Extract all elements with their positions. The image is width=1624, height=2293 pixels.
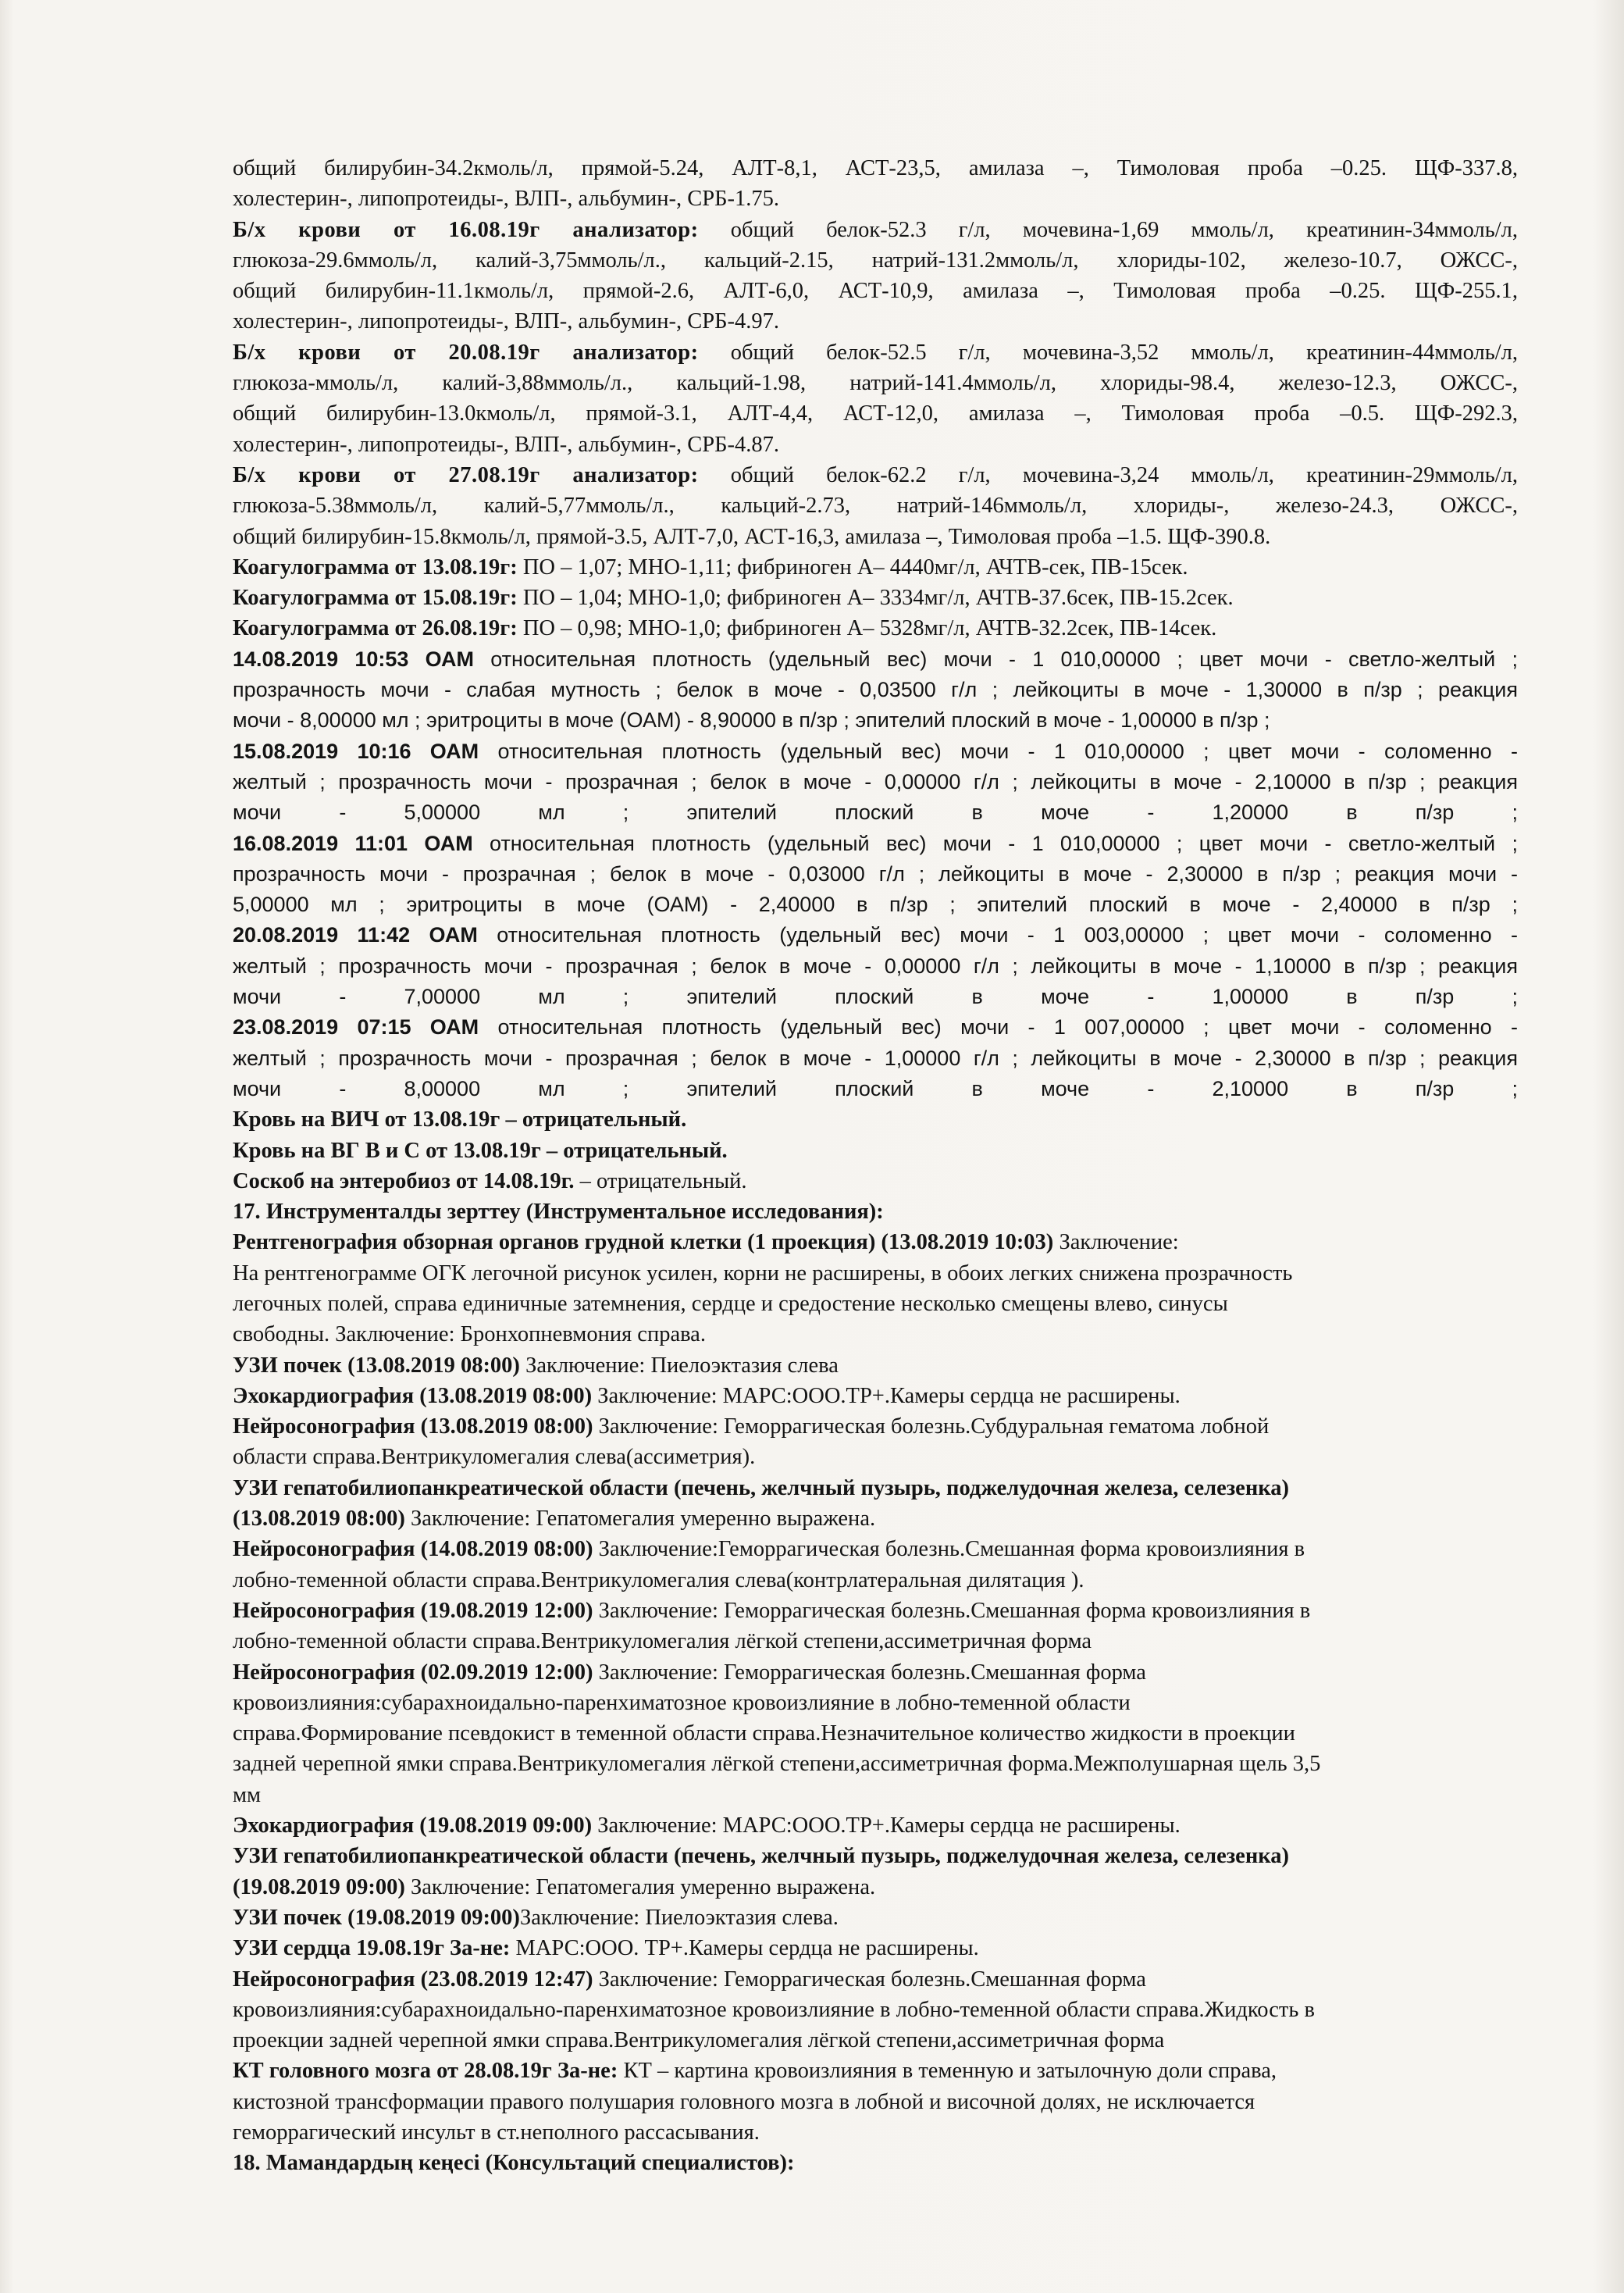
- section-label: Эхокардиография (19.08.2019 09:00): [233, 1813, 593, 1838]
- text-line: общий билирубин-15.8кмоль/л, прямой-3.5, АЛТ-7,0, АСТ-16,3, амилаза –, Тимоловая проба –1.5. ЩФ-390.8.: [233, 524, 1271, 549]
- section-label: Рентгенография обзорная органов грудной клетки (1 проекция) (13.08.2019 10:03): [233, 1230, 1054, 1255]
- text-line: 16.08.2019 11:01 ОАМ относительная плотность (удельный вес) мочи - 1 010,00000 ; цвет мочи - светло-желтый ;: [233, 831, 1518, 855]
- section-label: Нейросонография (14.08.2019 08:00): [233, 1537, 593, 1562]
- text-line: мочи - 5,00000 мл ; эпителий плоский в моче - 1,20000 в п/зр ;: [233, 801, 1518, 825]
- document-body: [233, 153, 1518, 2179]
- section-label: (13.08.2019 08:00): [233, 1507, 405, 1532]
- text-line: (19.08.2019 09:00) Заключение: Гепатомегалия умеренно выражена.: [233, 1874, 876, 1899]
- text-line: задней черепной ямки справа.Вентрикуломегалия лёгкой степени,ассиметричная форма.Межполушарная щель 3,5: [233, 1752, 1321, 1777]
- section-label: Коагулограмма от 15.08.19г:: [233, 586, 518, 611]
- text-line: мочи - 7,00000 мл ; эпителий плоский в моче - 1,00000 в п/зр ;: [233, 985, 1518, 1009]
- section-label: 23.08.2019 07:15 ОАМ: [233, 1015, 479, 1040]
- section-label: Б/х крови от 27.08.19г анализатор:: [233, 462, 699, 487]
- text-line: (13.08.2019 08:00) Заключение: Гепатомегалия умеренно выражена.: [233, 1507, 876, 1532]
- text-line: УЗИ почек (13.08.2019 08:00) Заключение: Пиелоэктазия слева: [233, 1353, 839, 1378]
- text-line: лобно-теменной области справа.Вентрикуломегалия слева(контрлатеральная дилятация ).: [233, 1567, 1084, 1592]
- section-label: Коагулограмма от 26.08.19г:: [233, 616, 518, 641]
- section-label: 20.08.2019 11:42 ОАМ: [233, 923, 478, 947]
- text-line: холестерин-, липопротеиды-, ВЛП-, альбумин-, СРБ-1.75.: [233, 187, 779, 212]
- text-line: общий билирубин-11.1кмоль/л, прямой-2.6, АЛТ-6,0, АСТ-10,9, амилаза –, Тимоловая проба –0.25. ЩФ-255.1,: [233, 279, 1518, 304]
- section-label: Эхокардиография (13.08.2019 08:00): [233, 1383, 593, 1408]
- text-line: Соскоб на энтеробиоз от 14.08.19г. – отрицательный.: [233, 1168, 747, 1193]
- section-label: Б/х крови от 20.08.19г анализатор:: [233, 340, 699, 365]
- text-line: кровоизлияния:субарахноидально-паренхиматозное кровоизлияние в лобно-теменной области справа.Жидкость в: [233, 1997, 1315, 2022]
- section-label: Б/х крови от 16.08.19г анализатор:: [233, 217, 699, 242]
- text-line: проекции задней черепной ямки справа.Вентрикуломегалия лёгкой степени,ассиметричная форма: [233, 2028, 1165, 2053]
- text-line: легочных полей, справа единичные затемнения, сердце и средостение несколько смещены влево, синусы: [233, 1291, 1228, 1316]
- text-line: справа.Формирование псевдокист в теменной области справа.Незначительное количество жидкости в проекции: [233, 1721, 1295, 1746]
- text-line: кистозной трансформации правого полушария головного мозга в лобной и височной долях, не исключается: [233, 2089, 1255, 2114]
- text-line: холестерин-, липопротеиды-, ВЛП-, альбумин-, СРБ-4.97.: [233, 309, 779, 334]
- text-line: КТ головного мозга от 28.08.19г За-не: КТ – картина кровоизлияния в теменную и затылочную доли справа,: [233, 2059, 1277, 2084]
- text-line: УЗИ сердца 19.08.19г За-не: МАРС:ООО. ТР+.Камеры сердца не расширены.: [233, 1936, 979, 1961]
- text-line: лобно-теменной области справа.Вентрикуломегалия лёгкой степени,ассиметричная форма: [233, 1629, 1092, 1654]
- text-line: 14.08.2019 10:53 ОАМ относительная плотность (удельный вес) мочи - 1 010,00000 ; цвет мочи - светло-желтый ;: [233, 647, 1518, 671]
- text-line: мочи - 8,00000 мл ; эпителий плоский в моче - 2,10000 в п/зр ;: [233, 1076, 1518, 1100]
- text-line: УЗИ почек (19.08.2019 09:00)Заключение: Пиелоэктазия слева.: [233, 1905, 839, 1930]
- text-line: прозрачность мочи - прозрачная ; белок в моче - 0,03000 г/л ; лейкоциты в моче - 2,30000 в п/зр ; реакция мочи -: [233, 861, 1518, 886]
- text-line: УЗИ гепатобилиопанкреатической области (печень, желчный пузырь, поджелудочная железа, селезенка): [233, 1475, 1289, 1500]
- section-label: Нейросонография (19.08.2019 12:00): [233, 1598, 593, 1623]
- text-line: Эхокардиография (19.08.2019 09:00) Заключение: МАРС:ООО.ТР+.Камеры сердца не расширены.: [233, 1813, 1181, 1838]
- text-line: глюкоза-ммоль/л, калий-3,88ммоль/л., кальций-1.98, натрий-141.4ммоль/л, хлориды-98.4, железо-12.3, ОЖСС-,: [233, 371, 1518, 396]
- text-line: геморрагический инсульт в ст.неполного рассасывания.: [233, 2120, 760, 2145]
- text-line: глюкоза-5.38ммоль/л, калий-5,77ммоль/л., кальций-2.73, натрий-146ммоль/л, хлориды-, железо-24.3, ОЖСС-,: [233, 494, 1518, 519]
- section-label: 15.08.2019 10:16 ОАМ: [233, 739, 479, 763]
- text-line: Нейросонография (19.08.2019 12:00) Заключение: Геморрагическая болезнь.Смешанная форма кровоизлияния в: [233, 1598, 1311, 1623]
- section-label: УЗИ почек (13.08.2019 08:00): [233, 1353, 520, 1378]
- text-line: мочи - 8,00000 мл ; эритроциты в моче (ОАМ) - 8,90000 в п/зр ; эпителий плоский в моче - 1,00000 в п/зр ;: [233, 708, 1270, 733]
- text-line: Кровь на ВГ В и С от 13.08.19г – отрицательный.: [233, 1138, 728, 1163]
- section-label: (19.08.2019 09:00): [233, 1874, 405, 1899]
- text-line: Нейросонография (13.08.2019 08:00) Заключение: Геморрагическая болезнь.Субдуральная гематома лобной: [233, 1414, 1270, 1439]
- text-line: Эхокардиография (13.08.2019 08:00) Заключение: МАРС:ООО.ТР+.Камеры сердца не расширены.: [233, 1383, 1181, 1408]
- text-line: Рентгенография обзорная органов грудной клетки (1 проекция) (13.08.2019 10:03) Заключение:: [233, 1230, 1179, 1255]
- section-label: УЗИ сердца 19.08.19г За-не:: [233, 1936, 511, 1961]
- text-line: Б/х крови от 16.08.19г анализатор: общий белок-52.3 г/л, мочевина-1,69 ммоль/л, креатинин-34ммоль/л,: [233, 217, 1518, 242]
- section-label: 16.08.2019 11:01 ОАМ: [233, 831, 473, 855]
- text-line: общий билирубин-13.0кмоль/л, прямой-3.1, АЛТ-4,4, АСТ-12,0, амилаза –, Тимоловая проба –0.5. ЩФ-292.3,: [233, 401, 1518, 426]
- section-heading: 17. Инструменталды зерттеу (Инструментальное исследования):: [233, 1200, 884, 1225]
- text-line: общий билирубин-34.2кмоль/л, прямой-5.24, АЛТ-8,1, АСТ-23,5, амилаза –, Тимоловая проба –0.25. ЩФ-337.8,: [233, 156, 1518, 180]
- section-label: КТ головного мозга от 28.08.19г За-не:: [233, 2059, 618, 2084]
- section-label: Соскоб на энтеробиоз от 14.08.19г.: [233, 1168, 575, 1193]
- section-heading: 18. Мамандардың кеңесі (Консультаций специалистов):: [233, 2151, 795, 2176]
- text-line: прозрачность мочи - слабая мутность ; белок в моче - 0,03500 г/л ; лейкоциты в моче - 1,30000 в п/зр ; реакция: [233, 678, 1518, 702]
- section-label: Нейросонография (13.08.2019 08:00): [233, 1414, 593, 1439]
- text-line: УЗИ гепатобилиопанкреатической области (печень, желчный пузырь, поджелудочная железа, селезенка): [233, 1844, 1289, 1869]
- text-line: Коагулограмма от 13.08.19г: ПО – 1,07; МНО-1,11; фибриноген А– 4440мг/л, АЧТВ-сек, ПВ-15сек.: [233, 555, 1188, 579]
- text-line: Коагулограмма от 15.08.19г: ПО – 1,04; МНО-1,0; фибриноген А– 3334мг/л, АЧТВ-37.6сек, ПВ-15.2сек.: [233, 586, 1234, 611]
- text-line: Кровь на ВИЧ от 13.08.19г – отрицательный.: [233, 1107, 687, 1132]
- text-line: желтый ; прозрачность мочи - прозрачная ; белок в моче - 1,00000 г/л ; лейкоциты в моче - 2,30000 в п/зр ; реакция: [233, 1046, 1518, 1070]
- text-line: Б/х крови от 20.08.19г анализатор: общий белок-52.5 г/л, мочевина-3,52 ммоль/л, креатинин-44ммоль/л,: [233, 340, 1518, 365]
- text-line: Коагулограмма от 26.08.19г: ПО – 0,98; МНО-1,0; фибриноген А– 5328мг/л, АЧТВ-32.2сек, ПВ-14сек.: [233, 616, 1217, 641]
- text-line: На рентгенограмме ОГК легочной рисунок усилен, корни не расширены, в обоих легких снижена прозрачность: [233, 1261, 1293, 1286]
- section-label: 14.08.2019 10:53 ОАМ: [233, 647, 474, 671]
- text-line: 23.08.2019 07:15 ОАМ относительная плотность (удельный вес) мочи - 1 007,00000 ; цвет мочи - соломенно -: [233, 1015, 1519, 1040]
- text-line: свободны. Заключение: Бронхопневмония справа.: [233, 1322, 706, 1347]
- text-line: Нейросонография (02.09.2019 12:00) Заключение: Геморрагическая болезнь.Смешанная форма: [233, 1660, 1146, 1685]
- text-line: Нейросонография (23.08.2019 12:47) Заключение: Геморрагическая болезнь.Смешанная форма: [233, 1967, 1146, 1992]
- text-line: Б/х крови от 27.08.19г анализатор: общий белок-62.2 г/л, мочевина-3,24 ммоль/л, креатинин-29ммоль/л,: [233, 462, 1518, 487]
- text-line: мм: [233, 1782, 262, 1807]
- text-line: Нейросонография (14.08.2019 08:00) Заключение:Геморрагическая болезнь.Смешанная форма кровоизлияния в: [233, 1537, 1305, 1562]
- section-label: Нейросонография (23.08.2019 12:47): [233, 1967, 593, 1992]
- section-label: Нейросонография (02.09.2019 12:00): [233, 1660, 593, 1685]
- text-line: 5,00000 мл ; эритроциты в моче (ОАМ) - 2,40000 в п/зр ; эпителий плоский в моче - 2,40000 в п/зр ;: [233, 893, 1518, 917]
- text-line: желтый ; прозрачность мочи - прозрачная ; белок в моче - 0,00000 г/л ; лейкоциты в моче - 2,10000 в п/зр ; реакция: [233, 769, 1518, 793]
- text-line: 20.08.2019 11:42 ОАМ относительная плотность (удельный вес) мочи - 1 003,00000 ; цвет мочи - соломенно -: [233, 923, 1518, 947]
- text-line: желтый ; прозрачность мочи - прозрачная ; белок в моче - 0,00000 г/л ; лейкоциты в моче - 1,10000 в п/зр ; реакция: [233, 954, 1518, 978]
- text-line: глюкоза-29.6ммоль/л, калий-3,75ммоль/л., кальций-2.15, натрий-131.2ммоль/л, хлориды-102, железо-10.7, ОЖСС-,: [233, 248, 1518, 273]
- text-line: холестерин-, липопротеиды-, ВЛП-, альбумин-, СРБ-4.87.: [233, 432, 779, 457]
- text-line: 15.08.2019 10:16 ОАМ относительная плотность (удельный вес) мочи - 1 010,00000 ; цвет мочи - соломенно -: [233, 739, 1519, 763]
- text-line: области справа.Вентрикуломегалия слева(ассиметрия).: [233, 1445, 756, 1470]
- text-line: кровоизлияния:субарахноидально-паренхиматозное кровоизлияние в лобно-теменной области: [233, 1690, 1131, 1715]
- section-label: Коагулограмма от 13.08.19г:: [233, 555, 518, 579]
- section-label: УЗИ почек (19.08.2019 09:00): [233, 1905, 520, 1930]
